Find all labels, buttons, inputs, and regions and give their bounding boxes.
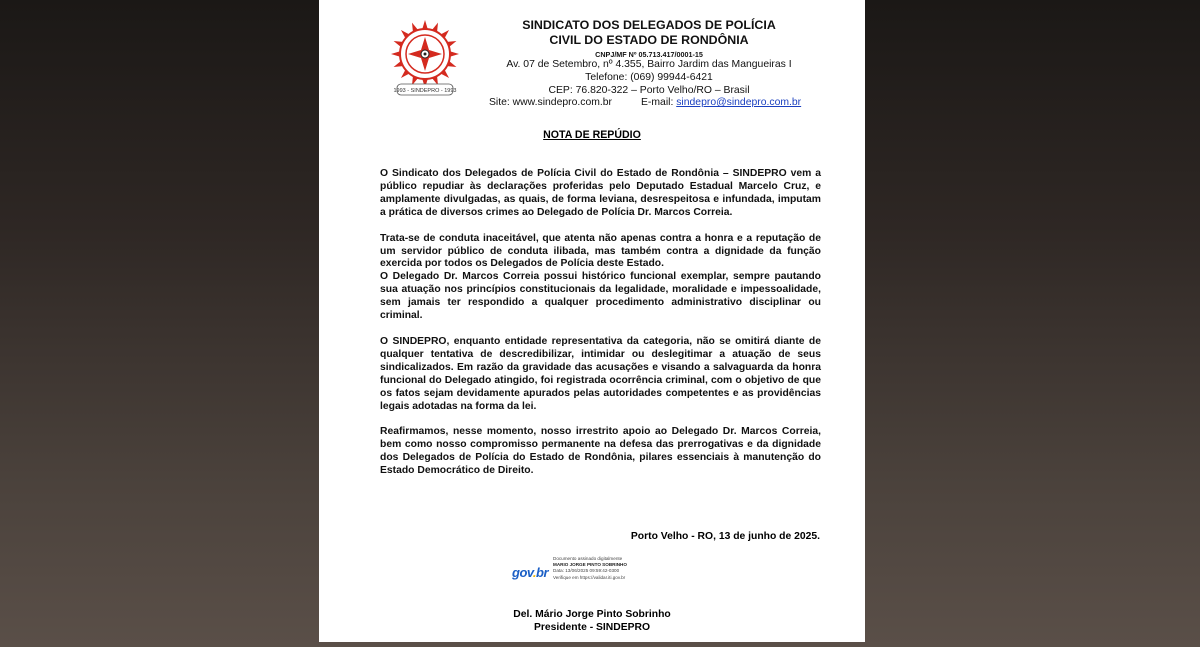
paragraph: Reafirmamos, nesse momento, nosso irrestrito apoio ao Delegado Dr. Marcos Correia, bem como nosso compromisso permanente na defesa das prerrogativas e da dignidade dos Delegados de Polícia do Estado de Rondônia, pilares essenciais à manutenção do Estado Democrático de Direito. [380,426,821,477]
signatory-block [319,608,865,634]
gov-digital-signature [512,556,662,590]
signed-label: Documento assinado digitalmente [553,556,623,561]
org-name-line1: SINDICATO DOS DELEGADOS DE POLÍCIA [522,18,776,32]
email-block [641,97,801,110]
notice-title: NOTA DE REPÚDIO [543,129,641,141]
document-page [319,0,865,642]
letterhead [469,18,829,110]
signatory-role: Presidente - SINDEPRO [533,622,651,633]
email-link[interactable]: sindepro@sindepro.com.br [676,97,802,109]
verify-link[interactable]: Verifique em https://validar.iti.gov.br [553,574,626,580]
contact-row [469,97,829,110]
org-name-line2: CIVIL DO ESTADO DE RONDÔNIA [549,32,749,47]
email-label: E-mail: [641,97,674,109]
signature-date: Data: 13/06/2025 09:59:42-0300 [553,568,620,574]
paragraph: Trata-se de conduta inaceitável, que atenta não apenas contra a honra e a reputação de um servidor público de conduta ilibada, mas também contra a dignidade da função exercida por todos os Delegados de Polícia deste Estado. [380,232,821,270]
notice-body [380,168,821,478]
signature-details [553,556,627,581]
address: Av. 07 de Setembro, nº 4.355, Bairro Jardim das Mangueiras I [506,59,792,70]
signer-name: MARIO JORGE PINTO SOBRINHO [553,562,627,568]
website: Site: www.sindepro.com.br [489,97,613,109]
phone: Telefone: (069) 99944-6421 [585,71,713,83]
paragraph: O Sindicato dos Delegados de Polícia Civil do Estado de Rondônia – SINDEPRO vem a público repudiar às declarações proferidas pelo Deputado Estadual Marcelo Cruz, e amplamente divulgadas, as quais, de forma leviana, desrespeitosa e infundada, imputam a prática de diversos crimes ao Delegado de Polícia Dr. Marcos Correia. [380,168,821,218]
cnpj: CNPJ/MF Nº 05.713.417/0001-15 [595,50,703,59]
place-date: Porto Velho - RO, 13 de junho de 2025. [630,531,820,542]
cep: CEP: 76.820-322 – Porto Velho/RO – Brasil [548,84,750,96]
paragraph: O Delegado Dr. Marcos Correia possui histórico funcional exemplar, sempre pautando sua atuação nos princípios constitucionais da legalidade, moralidade e impessoalidade, sem jamais ter respondido a qualquer procedimento administrativo disciplinar ou criminal. [380,271,821,322]
paragraph: O SINDEPRO, enquanto entidade representativa da categoria, não se omitirá diante de qualquer tentativa de descredibilizar, intimidar ou deslegitimar a atuação de seus sindicalizados. Em razão da gravidade das acusações e visando a salvaguarda da honra funcional do Delegado atingido, foi registrada ocorrência criminal, com o objetivo de que os fatos sejam devidamente apurados pelas autoridades competentes e as providências legais adotadas na forma da lei. [380,335,821,412]
svg-text:1993 - SINDEPRO - 1993: 1993 - SINDEPRO - 1993 [393,88,457,94]
signatory-name: Del. Mário Jorge Pinto Sobrinho [513,609,671,620]
sindepro-logo [388,18,462,102]
govbr-logo: gov.br [512,565,549,580]
